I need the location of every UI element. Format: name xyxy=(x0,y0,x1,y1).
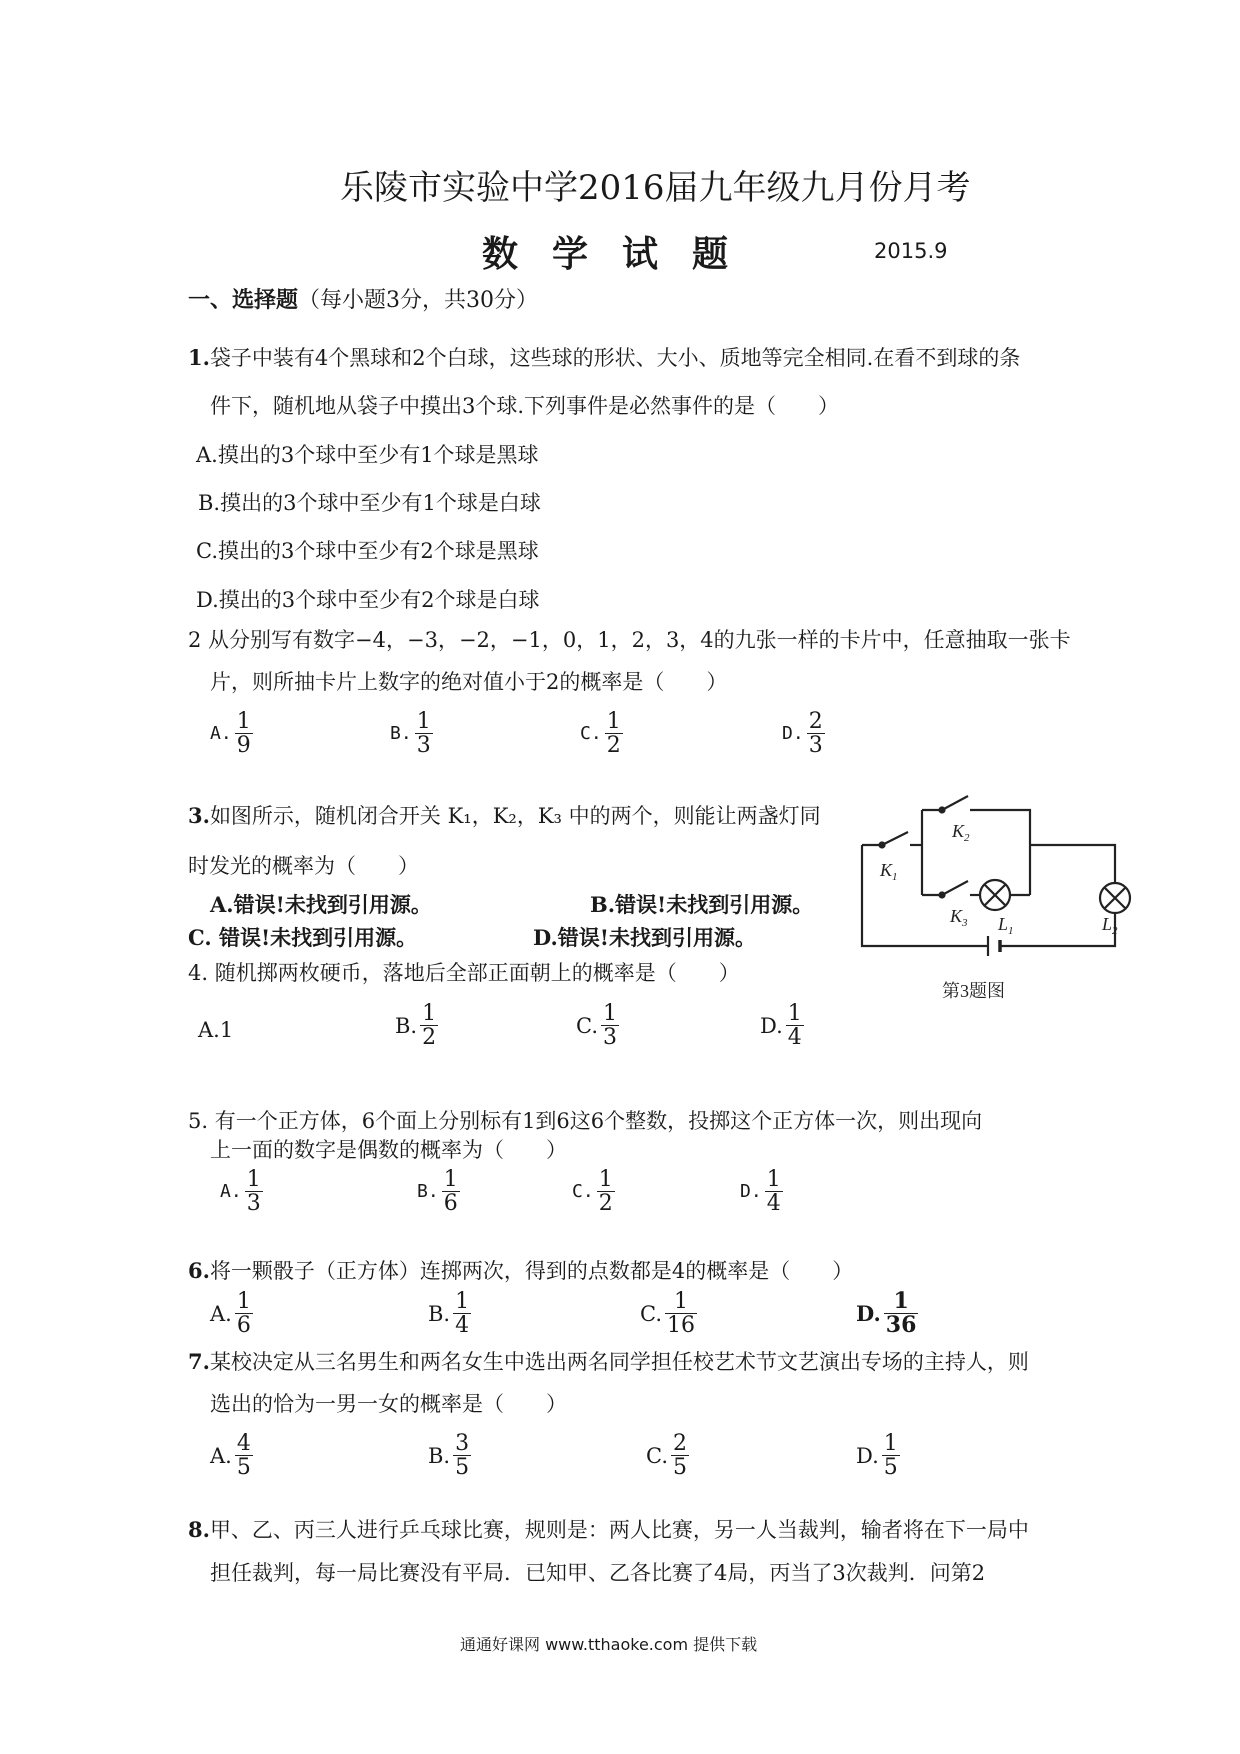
q2-option-a xyxy=(210,710,253,757)
q4-line: 4. 随机掷两枚硬币，落地后全部正面朝上的概率是（ ） xyxy=(188,961,740,985)
q8-line2: 担任裁判，每一局比赛没有平局．已知甲、乙各比赛了4局，丙当了3次裁判．问第2 xyxy=(210,1561,986,1585)
q1-text1: 袋子中装有4个黑球和2个白球，这些球的形状、大小、质地等完全相同.在看不到球的条 xyxy=(209,346,1021,370)
q7-option-a xyxy=(210,1432,253,1479)
q6-a-label: A. xyxy=(210,1301,232,1326)
q7-b-den: 5 xyxy=(455,1455,470,1481)
q5-a-fraction xyxy=(245,1168,263,1215)
q4-option-b xyxy=(395,1002,438,1049)
q4-b-den: 2 xyxy=(422,1025,437,1051)
q7-d-den: 5 xyxy=(883,1455,898,1481)
switch-k2 xyxy=(942,796,968,810)
q7-option-c xyxy=(646,1432,689,1479)
q2-b-num: 1 xyxy=(416,709,431,734)
q6-a-num: 1 xyxy=(236,1289,251,1314)
q4-option-c xyxy=(576,1002,619,1049)
q7-d-fraction xyxy=(882,1432,900,1479)
q2-c-num: 1 xyxy=(606,709,621,734)
q5-d-num: 1 xyxy=(766,1167,781,1192)
q7-c-num: 2 xyxy=(673,1431,687,1456)
q3-line2: 时发光的概率为（ ） xyxy=(188,854,419,878)
circuit-diagram xyxy=(850,790,1140,1010)
q6-d-den: 36 xyxy=(885,1312,917,1339)
label-l2: $L_2$ xyxy=(1102,914,1118,937)
q7-a-label: A. xyxy=(210,1443,232,1468)
q5-b-label: B. xyxy=(417,1181,439,1203)
q7-b-num: 3 xyxy=(455,1431,470,1456)
q6-option-a xyxy=(210,1290,253,1337)
q5-a-num: 1 xyxy=(246,1167,261,1192)
q1-option-d: D.摸出的3个球中至少有2个球是白球 xyxy=(196,588,540,612)
q6-option-d xyxy=(856,1290,918,1337)
q7-number: 7. xyxy=(188,1349,210,1374)
label-l1: $L_1$ xyxy=(998,914,1014,937)
switch-k1 xyxy=(882,832,908,845)
q7-a-num: 4 xyxy=(236,1431,251,1456)
q1-option-b: B.摸出的3个球中至少有1个球是白球 xyxy=(198,491,541,515)
q2-line1: 2 从分别写有数字−4，−3，−2，−1，0，1，2，3，4的九张一样的卡片中，任意抽取一张卡 xyxy=(188,628,1071,652)
footer-watermark: 通通好课网 www.tthaoke.com 提供下载 xyxy=(460,1635,758,1654)
q2-d-label: D. xyxy=(782,723,804,745)
q4-c-num: 1 xyxy=(603,1001,617,1026)
q5-line2: 上一面的数字是偶数的概率为（ ） xyxy=(210,1138,567,1162)
q3-option-c: C. 错误!未找到引用源。 xyxy=(188,925,418,950)
q7-d-label: D. xyxy=(856,1443,879,1468)
q5-d-label: D. xyxy=(740,1181,762,1203)
q2-c-den: 2 xyxy=(606,733,621,759)
q4-d-den: 4 xyxy=(787,1025,802,1051)
q5-d-fraction xyxy=(765,1168,783,1215)
q2-b-den: 3 xyxy=(416,733,431,759)
q4-d-num: 1 xyxy=(787,1001,802,1026)
q4-c-label: C. xyxy=(576,1013,598,1038)
q2-c-label: C. xyxy=(580,723,602,745)
wire-k2-right xyxy=(970,810,1030,895)
q7-c-den: 5 xyxy=(673,1455,687,1481)
q3-option-d: D.错误!未找到引用源。 xyxy=(533,925,756,950)
q5-option-c xyxy=(572,1168,615,1215)
q3-line1 xyxy=(188,800,821,830)
q5-b-den: 6 xyxy=(443,1191,458,1217)
q7-b-label: B. xyxy=(428,1443,451,1468)
q4-d-fraction xyxy=(786,1002,804,1049)
q6-d-fraction xyxy=(884,1290,919,1337)
exam-title: 乐陵市实验中学2016届九年级九月份月考 xyxy=(340,168,971,208)
q5-line1: 5. 有一个正方体，6个面上分别标有1到6这6个整数，投掷这个正方体一次，则出现向 xyxy=(188,1109,983,1133)
q3-number: 3. xyxy=(188,803,210,828)
label-k2: $K_2$ xyxy=(952,821,970,844)
q6-option-b xyxy=(428,1290,471,1337)
q8-number: 8. xyxy=(188,1517,210,1542)
section-note: （每小题3分，共30分） xyxy=(298,288,539,313)
q2-a-den: 9 xyxy=(236,733,251,759)
q6-d-num: 1 xyxy=(893,1288,909,1314)
q5-d-den: 4 xyxy=(766,1191,781,1217)
q7-line2: 选出的恰为一男一女的概率是（ ） xyxy=(210,1392,567,1416)
q1-line2: 件下，随机地从袋子中摸出3个球.下列事件是必然事件的是（ ） xyxy=(210,394,840,418)
q5-c-label: C. xyxy=(572,1181,594,1203)
q2-a-fraction xyxy=(235,710,253,757)
q1-option-c: C.摸出的3个球中至少有2个球是黑球 xyxy=(196,539,539,563)
q5-c-num: 1 xyxy=(598,1167,613,1192)
q5-c-fraction xyxy=(597,1168,615,1215)
q4-option-d xyxy=(760,1002,804,1049)
q1-line1 xyxy=(188,342,1020,372)
q8-text1: 甲、乙、丙三人进行乒乓球比赛，规则是：两人比赛，另一人当裁判，输者将在下一局中 xyxy=(209,1518,1029,1542)
q6-line xyxy=(188,1255,853,1285)
q6-c-num: 1 xyxy=(674,1289,688,1314)
q6-text: 将一颗骰子（正方体）连掷两次，得到的点数都是4的概率是（ ） xyxy=(209,1259,854,1283)
q5-option-d xyxy=(740,1168,783,1215)
q7-option-d xyxy=(856,1432,900,1479)
q2-b-fraction xyxy=(415,710,433,757)
q6-a-den: 6 xyxy=(236,1313,251,1339)
q6-option-c xyxy=(640,1290,697,1337)
q5-b-num: 1 xyxy=(443,1167,458,1192)
q2-a-label: A. xyxy=(210,723,232,745)
exam-date: 2015.9 xyxy=(874,239,948,263)
q7-c-label: C. xyxy=(646,1443,668,1468)
q4-d-label: D. xyxy=(760,1013,783,1038)
q6-b-num: 1 xyxy=(455,1289,470,1314)
q2-a-num: 1 xyxy=(236,709,251,734)
q5-a-label: A. xyxy=(220,1181,242,1203)
q4-option-a: A.1 xyxy=(198,1018,234,1042)
q2-line2: 片，则所抽卡片上数字的绝对值小于2的概率是（ ） xyxy=(210,670,728,694)
q6-d-label: D. xyxy=(856,1301,881,1327)
q8-line1 xyxy=(188,1514,1029,1544)
q6-b-fraction xyxy=(453,1290,471,1337)
section-title: 一、选择题 xyxy=(188,287,299,313)
figure-caption: 第3题图 xyxy=(942,981,1005,1001)
q4-b-num: 1 xyxy=(422,1001,437,1026)
q5-b-fraction xyxy=(442,1168,460,1215)
q3-text1: 如图所示，随机闭合开关 K₁，K₂，K₃ 中的两个，则能让两盏灯同 xyxy=(209,804,821,828)
q6-c-den: 16 xyxy=(667,1313,695,1339)
q7-a-fraction xyxy=(235,1432,253,1479)
q5-option-a xyxy=(220,1168,263,1215)
q2-b-label: B. xyxy=(390,723,412,745)
q4-b-fraction xyxy=(420,1002,438,1049)
q5-c-den: 2 xyxy=(598,1191,613,1217)
label-k3: $K_3$ xyxy=(950,906,968,929)
q1-option-a: A.摸出的3个球中至少有1个球是黑球 xyxy=(196,443,539,467)
q2-option-d xyxy=(782,710,825,757)
q1-number: 1. xyxy=(188,345,210,370)
q7-text1: 某校决定从三名男生和两名女生中选出两名同学担任校艺术节文艺演出专场的主持人，则 xyxy=(209,1350,1029,1374)
subject-title: 数学试题 xyxy=(482,233,763,275)
label-k1: $K_1$ xyxy=(880,860,898,883)
q5-a-den: 3 xyxy=(246,1191,261,1217)
q6-c-fraction xyxy=(665,1290,697,1337)
q3-option-a: A.错误!未找到引用源。 xyxy=(210,892,432,917)
q7-a-den: 5 xyxy=(236,1455,251,1481)
q7-b-fraction xyxy=(453,1432,471,1479)
q6-c-label: C. xyxy=(640,1301,662,1326)
q5-option-b xyxy=(417,1168,460,1215)
q7-option-b xyxy=(428,1432,471,1479)
q2-d-fraction xyxy=(807,710,825,757)
q4-b-label: B. xyxy=(395,1013,418,1038)
q4-c-den: 3 xyxy=(603,1025,617,1051)
switch-k3 xyxy=(942,881,968,895)
q7-c-fraction xyxy=(671,1432,689,1479)
q2-d-num: 2 xyxy=(808,709,823,734)
q4-c-fraction xyxy=(601,1002,619,1049)
q6-number: 6. xyxy=(188,1258,210,1283)
q7-d-num: 1 xyxy=(883,1431,898,1456)
section-heading xyxy=(188,283,538,314)
q7-line1 xyxy=(188,1346,1029,1376)
q6-a-fraction xyxy=(235,1290,253,1337)
q6-b-den: 4 xyxy=(455,1313,470,1339)
q6-b-label: B. xyxy=(428,1301,451,1326)
q2-c-fraction xyxy=(605,710,623,757)
q2-d-den: 3 xyxy=(808,733,823,759)
q2-option-c xyxy=(580,710,623,757)
q2-option-b xyxy=(390,710,433,757)
q3-option-b: B.错误!未找到引用源。 xyxy=(590,892,814,917)
